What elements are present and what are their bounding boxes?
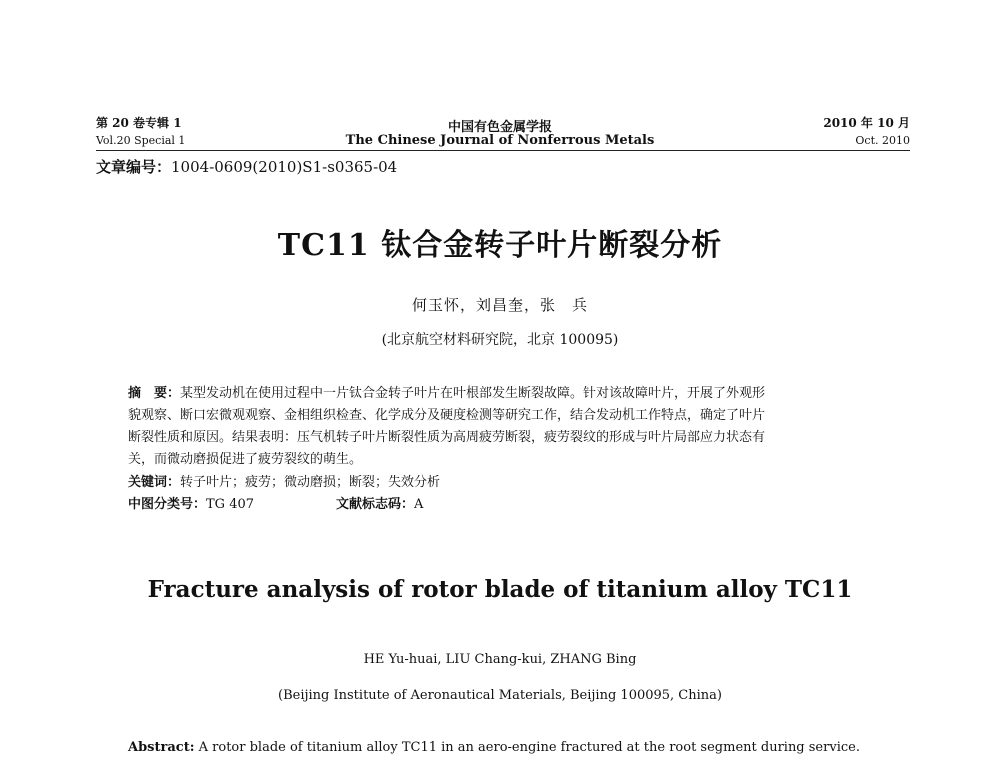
affiliation-cn: (北京航空材料研究院，北京 100095)	[381, 332, 619, 348]
keywords-cn-value: 转子叶片；疲劳；微动磨损；断裂；失效分析	[180, 475, 441, 490]
title-cn: TC11 钛合金转子叶片断裂分析	[277, 228, 723, 263]
header-date-cn: 2010 年 10 月	[823, 116, 910, 130]
header-volume-cn: 第 20 卷专辑 1	[96, 116, 182, 130]
keywords-cn	[128, 472, 440, 494]
abstract-en-label: Abstract:	[128, 740, 195, 755]
article-number	[96, 156, 397, 177]
authors-cn: 何玉怀，刘昌奎，张 兵	[411, 296, 588, 314]
document-code-value: A	[414, 497, 424, 512]
abstract-cn-label: 摘 要：	[128, 386, 181, 401]
header-journal-en: The Chinese Journal of Nonferrous Metals	[345, 133, 655, 148]
article-number-value: 1004-0609(2010)S1-s0365-04	[171, 158, 398, 176]
title-en: Fracture analysis of rotor blade of titanium alloy TC11	[147, 576, 853, 603]
abstract-en	[128, 740, 888, 755]
header-journal-cn: 中国有色金属学报	[447, 120, 552, 135]
keywords-cn-label: 关键词：	[128, 475, 181, 490]
abstract-en-text: A rotor blade of titanium alloy TC11 in an aero-engine fractured at the root segment during service.	[198, 740, 860, 755]
header-date-en: Oct. 2010	[855, 134, 910, 147]
classification-label: 中图分类号：	[128, 497, 207, 512]
header-volume-en: Vol.20 Special 1	[96, 134, 186, 147]
abstract-cn-line-2: 貌观察、断口宏微观观察、金相组织检查、化学成分及硬度检测等研究工作，结合发动机工作特点，确定了叶片	[128, 408, 766, 423]
header-rule	[96, 150, 910, 151]
article-number-label: 文章编号：	[96, 158, 172, 176]
affiliation-en: (Beijing Institute of Aeronautical Materials, Beijing 100095, China)	[278, 688, 722, 703]
abstract-cn-line-3: 断裂性质和原因。结果表明：压气机转子叶片断裂性质为高周疲劳断裂，疲劳裂纹的形成与叶片局部应力状态有	[128, 430, 766, 445]
document-code	[336, 494, 423, 516]
document-code-label: 文献标志码：	[336, 497, 415, 512]
authors-en: HE Yu-huai, LIU Chang-kui, ZHANG Bing	[363, 652, 637, 667]
abstract-cn-line-1: 某型发动机在使用过程中一片钛合金转子叶片在叶根部发生断裂故障。针对该故障叶片，开展了外观形	[180, 386, 766, 401]
abstract-cn	[128, 383, 888, 471]
abstract-cn-line-4: 关，而微动磨损促进了疲劳裂纹的萌生。	[128, 452, 363, 467]
classification-cn	[128, 494, 254, 516]
classification-value: TG 407	[206, 497, 255, 512]
